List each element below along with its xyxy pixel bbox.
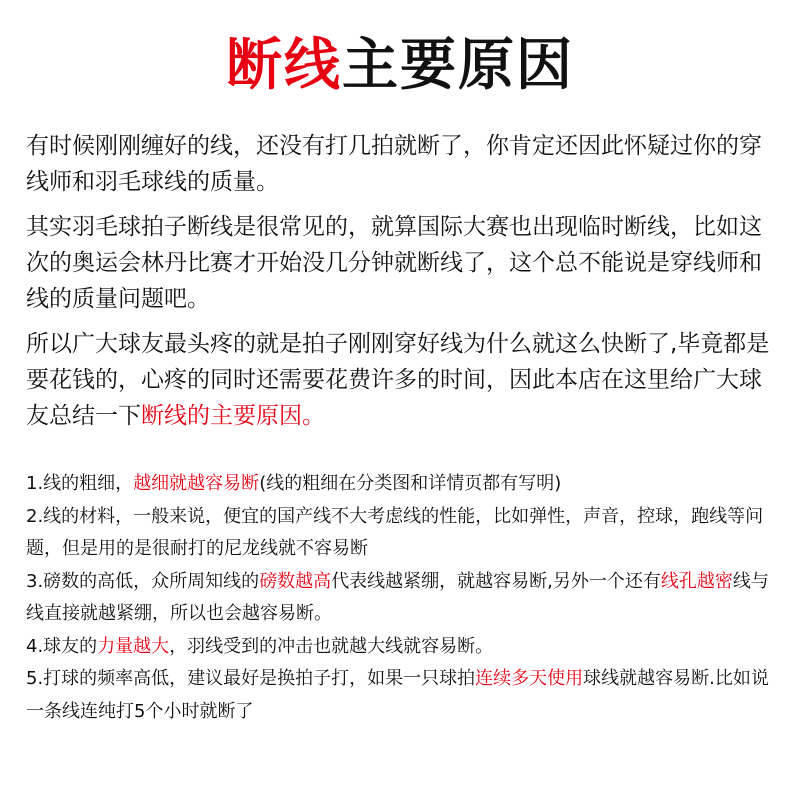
reason-item-2 [26,501,778,566]
reason-item-1 [26,468,778,501]
reason-4-highlight: 力量越大 [97,635,170,657]
reason-item-5 [26,663,778,728]
title-red: 断线 [226,33,342,98]
reason-1-text: 1.线的粗细， [26,473,134,494]
reason-item-3 [26,566,778,631]
reason-3-highlight-1: 磅数越高 [259,570,332,592]
reason-3-text-mid: 代表线越紧绷，就越容易断,另外一个还有 [331,570,661,592]
intro-paragraph-2: 其实羽毛球拍子断线是很常见的，就算国际大赛也出现临时断线，比如这次的奥运会林丹比赛才开始没几分钟就断线了，这个总不能说是穿线师和线的质量问题吧。 [26,214,762,312]
reason-4-text-end: ，羽线受到的冲击也就越大线就容易断。 [169,635,494,657]
reason-5-text-end: 球线就越容易断.比如说一条线连纯打5个小时就断了 [26,668,769,722]
reason-item-4 [26,631,778,664]
reason-5-highlight: 连续多天使用 [475,668,584,689]
intro-paragraph-3 [26,326,776,434]
reason-1-highlight: 越细就越容易断 [133,473,260,494]
page-title [0,30,800,102]
reason-1-note: (线的粗细在分类图和详情页都有写明) [259,473,562,494]
intro-section [26,128,776,443]
reasons-list [26,468,778,728]
reason-3-highlight-2: 线孔越密 [660,570,733,592]
title-black: 主要原因 [342,33,574,98]
intro-paragraph-3-text: 所以广大球友最头疼的就是拍子刚刚穿好线为什么就这么快断了,毕竟都是要花钱的，心疼的同时还需要花费许多的时间，因此本店在这里给广大球友总结一下 [26,331,770,429]
reason-3-text: 3.磅数的高低，众所周知线的 [26,570,260,592]
intro-paragraph-3-highlight: 断线的主要原因。 [141,403,325,429]
reason-3-text-end: 线与线直接就越紧绷，所以也会越容易断。 [26,570,769,624]
intro-paragraph-1: 有时候刚刚缠好的线，还没有打几拍就断了，你肯定还因此怀疑过你的穿线师和羽毛球线的质量。 [26,133,762,195]
reason-4-text: 4.球友的 [26,635,98,657]
reason-5-text: 5.打球的频率高低，建议最好是换拍子打，如果一只球拍 [26,668,476,689]
reason-2-text: 2.线的材料，一般来说，便宜的国产线不大考虑线的性能，比如弹性，声音，控球，跑线等问题，但是用的是很耐打的尼龙线就不容易断 [26,505,764,559]
